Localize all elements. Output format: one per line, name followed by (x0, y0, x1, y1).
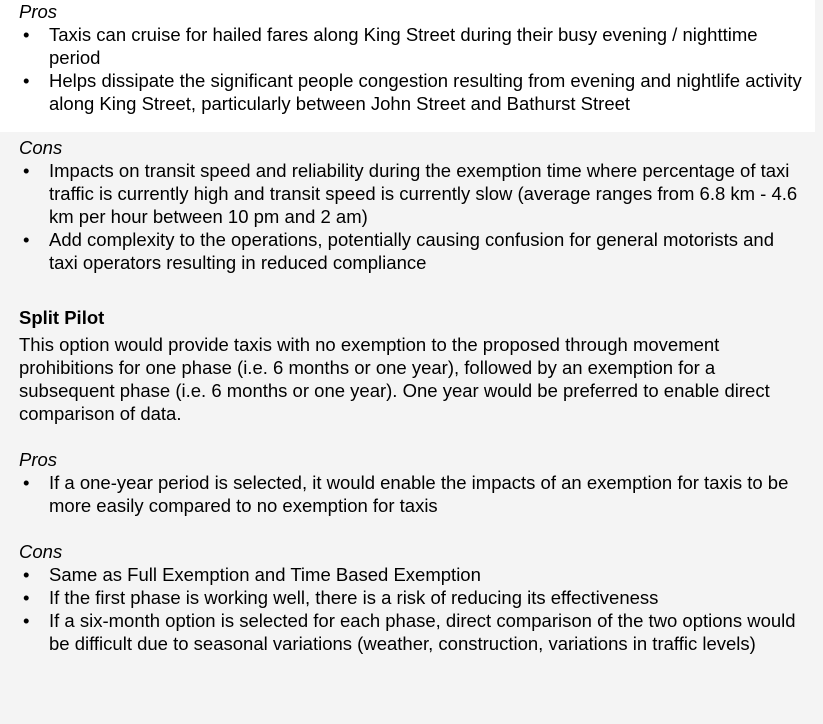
bullet-icon: • (23, 472, 30, 493)
split-pilot-cons-list (19, 563, 807, 655)
cons-heading: Cons (19, 137, 63, 158)
split-pilot-pros-heading: Pros (19, 449, 58, 470)
bullet-icon: • (23, 587, 30, 608)
list-item (19, 159, 807, 228)
split-pilot-description: This option would provide taxis with no exemption to the proposed through movement prohibitions for one phase (i.e. 6 months or one year), followed by an exemption for a subsequent phase (i.e. 6 months or one year). One year would be preferred to enable direct comparison of data. (19, 334, 770, 424)
bullet-icon: • (23, 160, 30, 181)
list-item (19, 471, 807, 517)
split-pilot-pros-list (19, 471, 807, 517)
list-item-text: Impacts on transit speed and reliability during the exemption time where percentage of taxi traffic is currently high and transit speed is currently slow (average ranges from 6.8 km - 4.6 km per hour between 10 pm and 2 am) (49, 160, 798, 227)
bullet-icon: • (23, 229, 30, 250)
list-item-text: If a one-year period is selected, it would enable the impacts of an exemption for taxis to be more easily compared to no exemption for taxis (49, 472, 789, 516)
bullet-icon: • (23, 70, 30, 91)
list-item (19, 586, 807, 609)
cons-and-split-pilot-band (0, 132, 815, 712)
pros-list (19, 23, 807, 115)
list-item-text: Helps dissipate the significant people congestion resulting from evening and nightlife activity along King Street, particularly between John Street and Bathurst Street (49, 70, 802, 114)
list-item-text: Add complexity to the operations, potentially causing confusion for general motorists and taxi operators resulting in reduced compliance (49, 229, 774, 273)
list-item-text: If a six-month option is selected for each phase, direct comparison of the two options would be difficult due to seasonal variations (weather, construction, variations in traffic levels) (49, 610, 796, 654)
bullet-icon: • (23, 564, 30, 585)
bullet-icon: • (23, 610, 30, 631)
list-item-text: Taxis can cruise for hailed fares along King Street during their busy evening / nighttime period (49, 24, 758, 68)
list-item (19, 23, 807, 69)
list-item (19, 69, 807, 115)
pros-section-band (0, 0, 815, 132)
pros-heading: Pros (19, 1, 58, 22)
list-item-text: Same as Full Exemption and Time Based Exemption (49, 564, 481, 585)
list-item (19, 609, 807, 655)
list-item-text: If the first phase is working well, there is a risk of reducing its effectiveness (49, 587, 659, 608)
list-item (19, 228, 807, 274)
list-item (19, 563, 807, 586)
split-pilot-cons-heading: Cons (19, 541, 63, 562)
bullet-icon: • (23, 24, 30, 45)
section-title-split-pilot: Split Pilot (19, 307, 105, 328)
cons-list (19, 159, 807, 274)
